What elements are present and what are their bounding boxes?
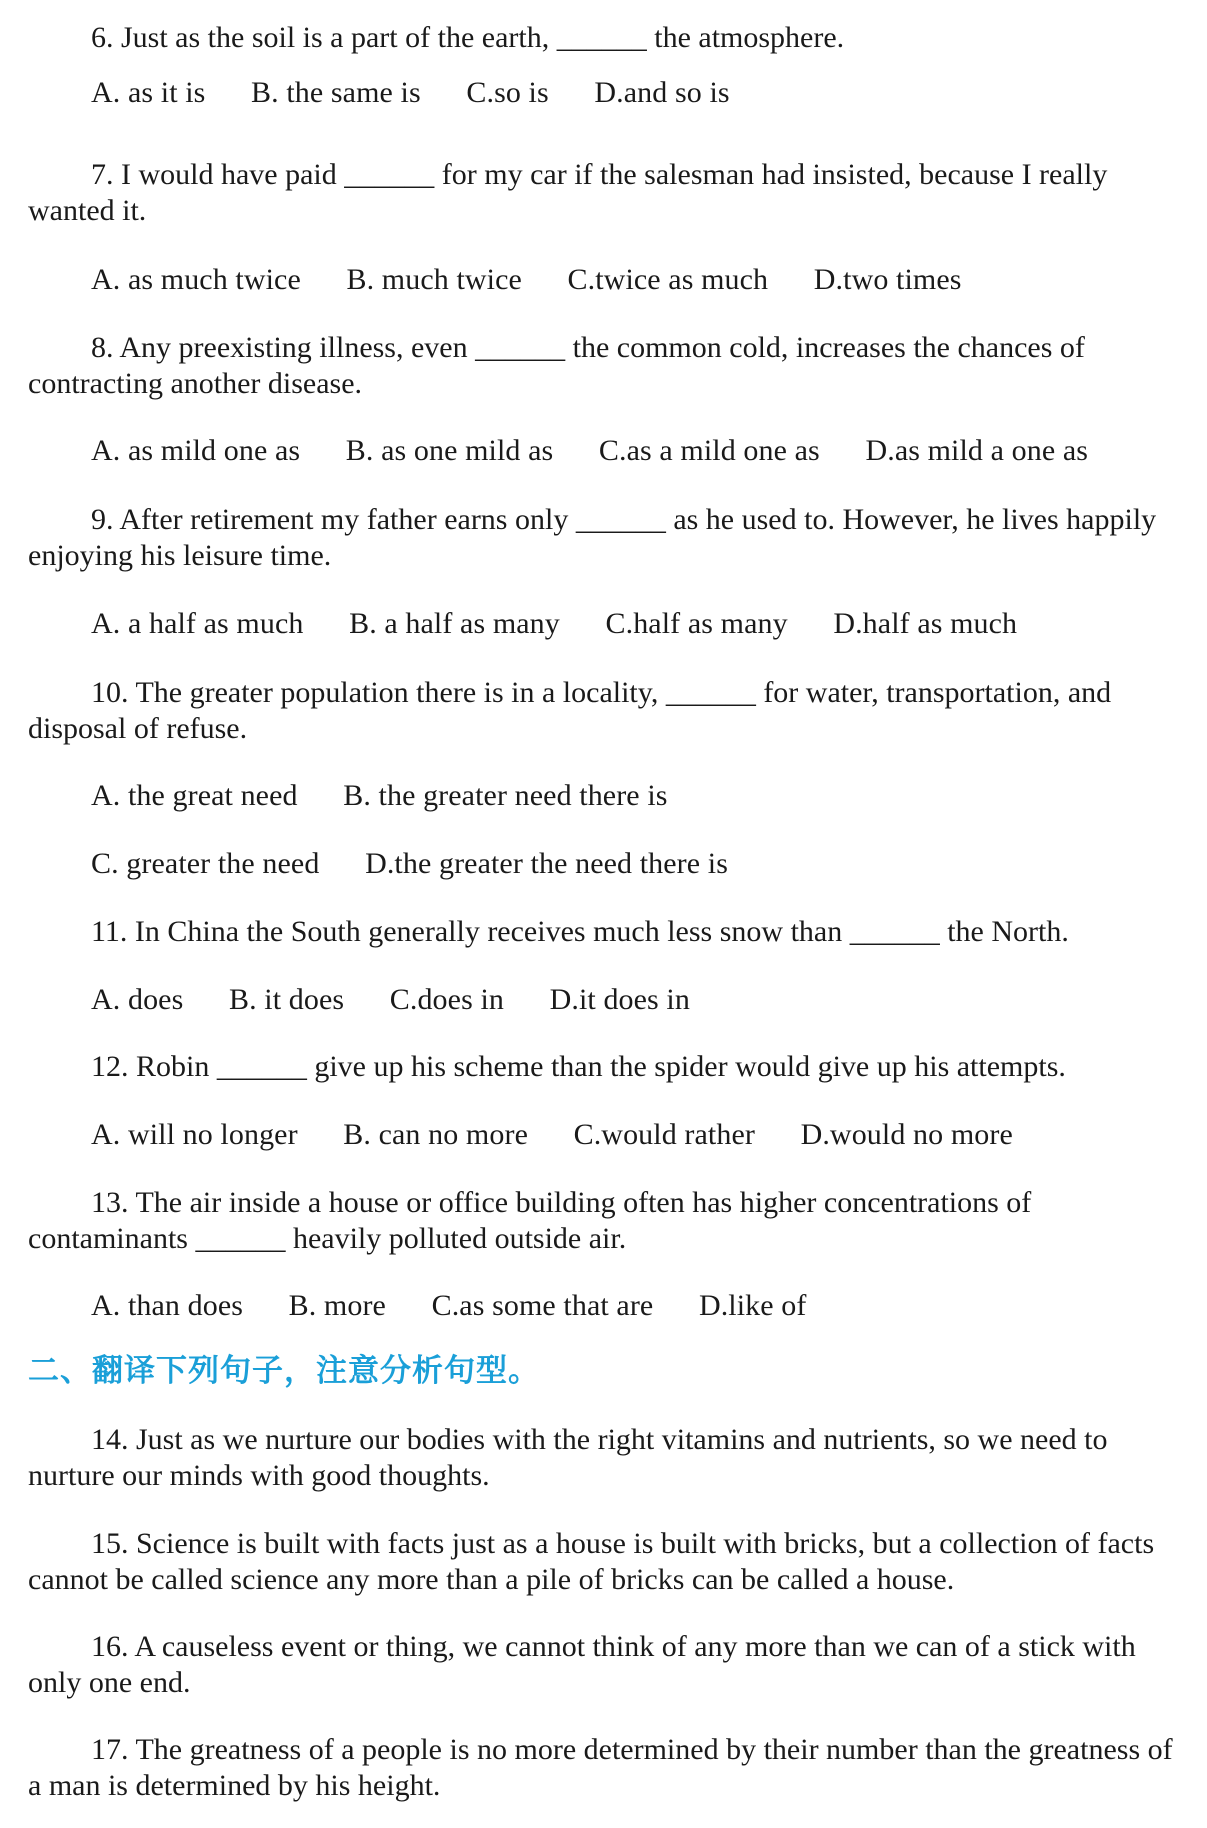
question-12-stem: 12. Robin ______ give up his scheme than the spider would give up his attempts. [91, 1050, 1066, 1083]
option-d: D.half as much [833, 607, 1018, 640]
question-8-options [91, 433, 1088, 469]
option-c: C.so is [466, 76, 549, 109]
option-b: B. more [288, 1289, 386, 1322]
option-a: A. as mild one as [91, 434, 301, 467]
option-c: C.as a mild one as [598, 434, 820, 467]
option-d: D.and so is [594, 76, 730, 109]
question-12-options [91, 1117, 1013, 1153]
option-b: B. the same is [251, 76, 421, 109]
option-d: D.two times [813, 263, 962, 296]
question-11-stem: 11. In China the South generally receives much less snow than ______ the North. [91, 915, 1069, 948]
option-b: B. the greater need there is [343, 779, 668, 812]
section-heading: 二、翻译下列句子，注意分析句型。 [28, 1353, 540, 1389]
question-10-options-row2 [91, 846, 728, 882]
question-9-stem: 9. After retirement my father earns only ______ as he used to. However, he lives happily enjoying his leisure time. [28, 503, 1157, 572]
option-a: A. as it is [91, 76, 206, 109]
question-11-options [91, 982, 690, 1018]
option-a: A. the great need [91, 779, 298, 812]
option-a: A. will no longer [91, 1118, 298, 1151]
option-a: A. as much twice [91, 263, 301, 296]
option-d: D.would no more [800, 1118, 1013, 1151]
option-b: B. can no more [343, 1118, 528, 1151]
question-10-options-row1 [91, 778, 668, 814]
option-a: A. a half as much [91, 607, 304, 640]
translation-17: 17. The greatness of a people is no more determined by their number than the greatness of a man is determined by his height. [28, 1733, 1173, 1802]
question-7-options [91, 262, 962, 298]
option-a: A. than does [91, 1289, 244, 1322]
option-c: C.does in [389, 983, 504, 1016]
option-a: A. does [91, 983, 184, 1016]
translation-15: 15. Science is built with facts just as a house is built with bricks, but a collection of facts cannot be called science any more than a pile of bricks can be called a house. [28, 1527, 1155, 1596]
question-13-options [91, 1288, 806, 1324]
question-8-stem: 8. Any preexisting illness, even ______ the common cold, increases the chances of contracting another disease. [28, 331, 1085, 400]
option-d: D.it does in [549, 983, 690, 1016]
option-c: C.twice as much [567, 263, 769, 296]
question-6-stem: 6. Just as the soil is a part of the earth, ______ the atmosphere. [91, 21, 845, 54]
option-c: C. greater the need [91, 847, 320, 880]
translation-14: 14. Just as we nurture our bodies with the right vitamins and nutrients, so we need to nurture our minds with good thoughts. [28, 1423, 1108, 1492]
question-13-stem: 13. The air inside a house or office building often has higher concentrations of contaminants ______ heavily polluted outside air. [28, 1186, 1032, 1255]
question-10-stem: 10. The greater population there is in a locality, ______ for water, transportation, and disposal of refuse. [28, 676, 1112, 745]
option-b: B. a half as many [349, 607, 560, 640]
option-b: B. as one mild as [345, 434, 554, 467]
option-b: B. much twice [346, 263, 522, 296]
question-7-stem: 7. I would have paid ______ for my car if the salesman had insisted, because I really wanted it. [28, 158, 1108, 227]
option-d: D.the greater the need there is [365, 847, 728, 880]
option-d: D.like of [698, 1289, 807, 1322]
translation-16: 16. A causeless event or thing, we cannot think of any more than we can of a stick with only one end. [28, 1630, 1136, 1699]
question-9-options [91, 606, 1017, 642]
option-c: C.as some that are [431, 1289, 654, 1322]
option-c: C.half as many [605, 607, 788, 640]
option-c: C.would rather [573, 1118, 755, 1151]
option-b: B. it does [228, 983, 345, 1016]
option-d: D.as mild a one as [865, 434, 1089, 467]
question-6-options [91, 75, 730, 111]
